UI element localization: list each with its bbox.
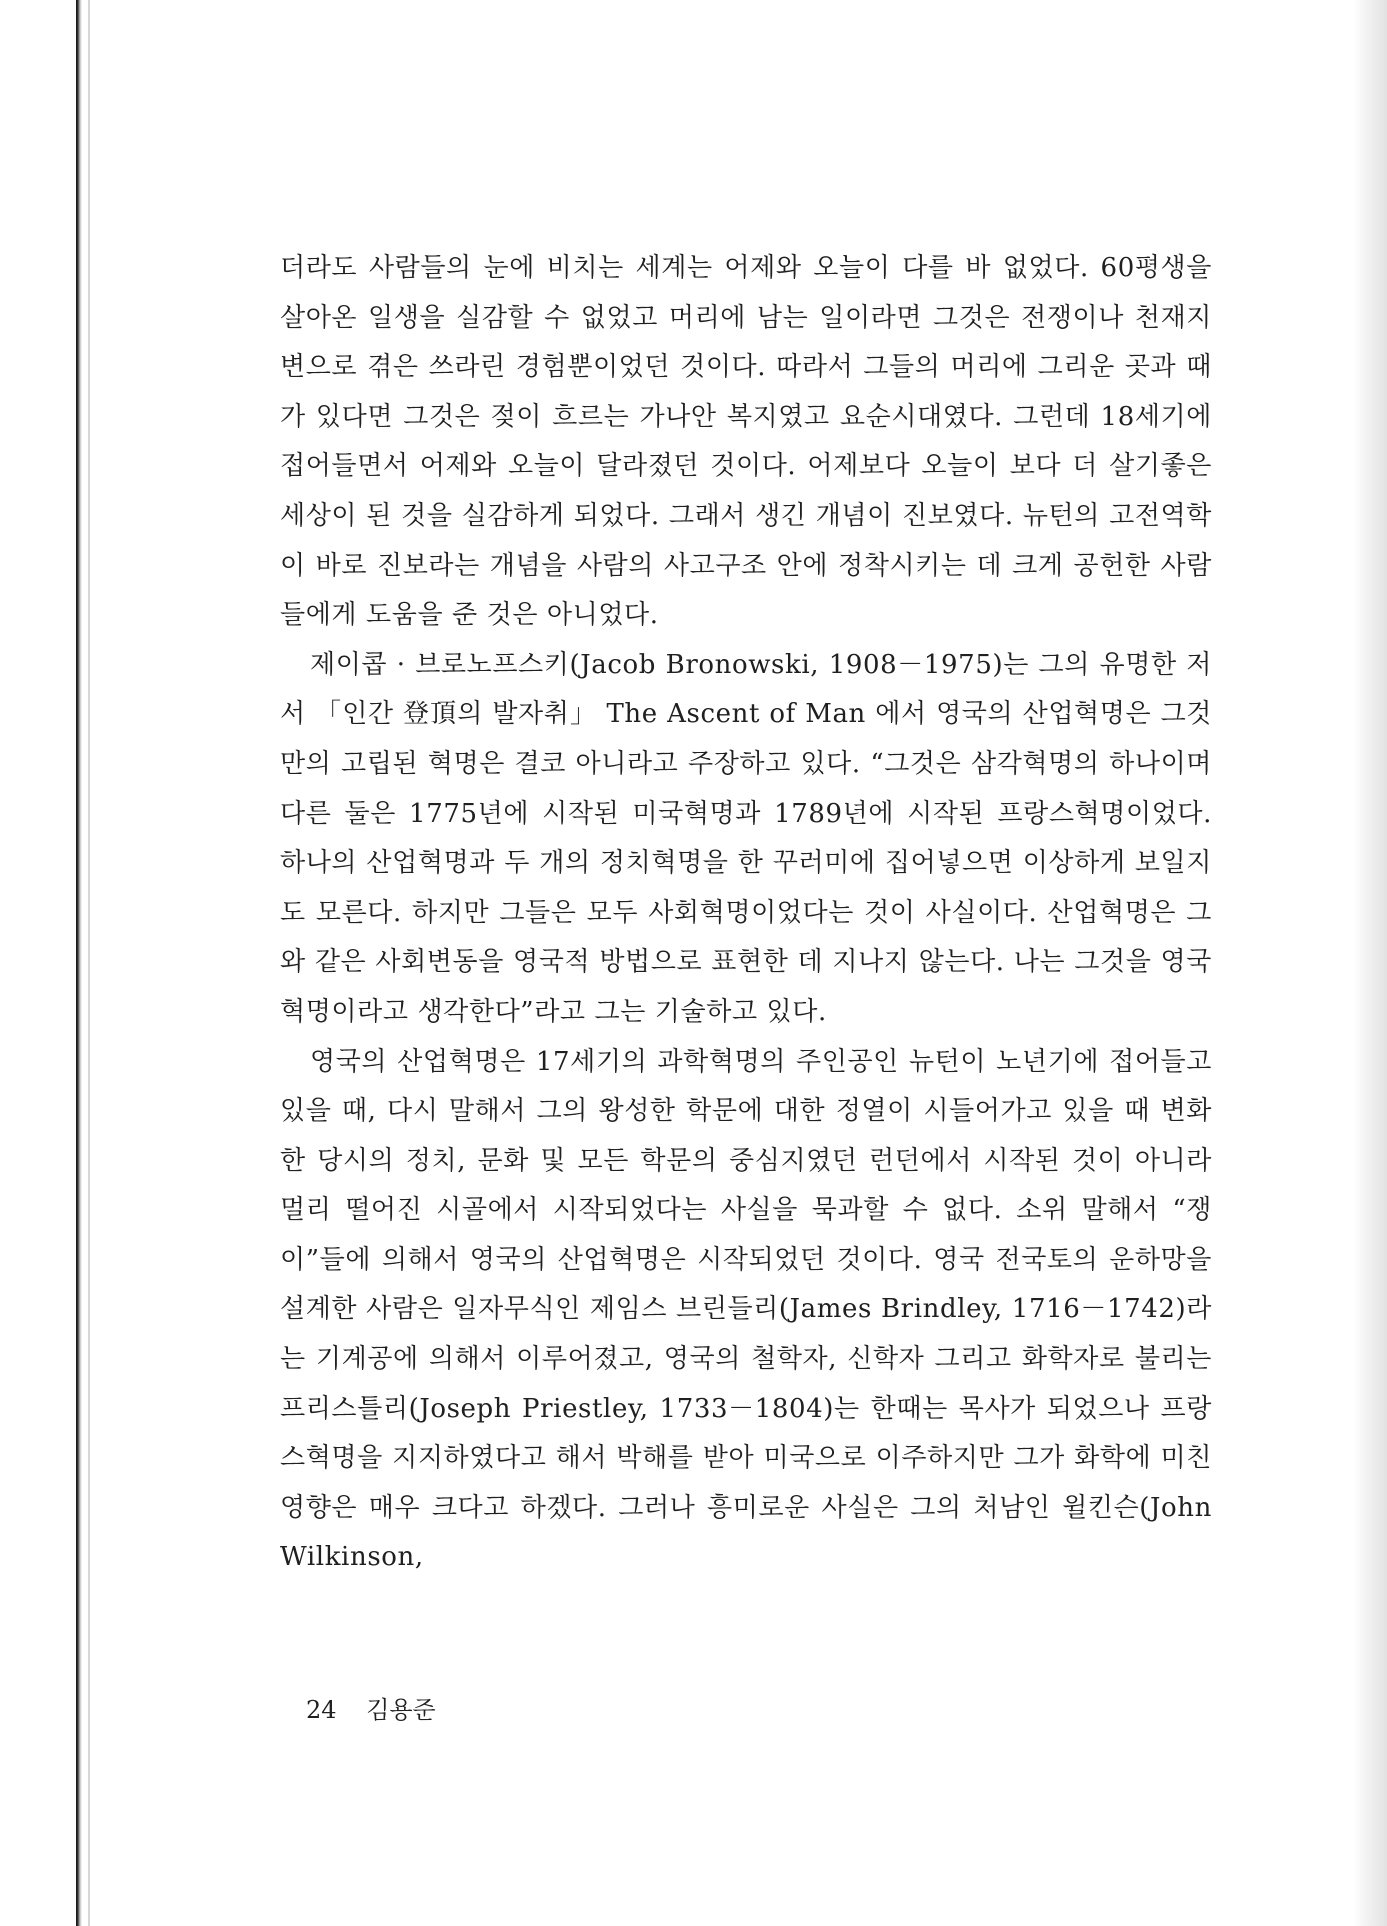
page-number: 24 [306,1696,337,1724]
paragraph-3: 영국의 산업혁명은 17세기의 과학혁명의 주인공인 뉴턴이 노년기에 접어들고 있을 때, 다시 말해서 그의 왕성한 학문에 대한 정열이 시들어가고 있을 때 변화한 당시의 정치, 문화 및 모든 학문의 중심지였던 런던에서 시작된 것이 아니라 멀리 떨어진 시골에서 시작되었다는 사실을 묵과할 수 없다. 소위 말해서 “쟁이”들에 의해서 영국의 산업혁명은 시작되었던 것이다. 영국 전국토의 운하망을 설계한 사람은 일자무식인 제임스 브린들리(James Brindley, 1716－1742)라는 기계공에 의해서 이루어졌고, 영국의 철학자, 신학자 그리고 화학자로 불리는 프리스틀리(Joseph Priestley, 1733－1804)는 한때는 목사가 되었으나 프랑스혁명을 지지하였다고 해서 박해를 받아 미국으로 이주하지만 그가 화학에 미친 영향은 매우 크다고 하겠다. 그러나 흥미로운 사실은 그의 처남인 윌킨슨(John Wilkinson, [280,1046,1212,1573]
binding-line [88,0,90,1926]
page-body [280,244,1212,1583]
page-right-shadow [1353,0,1387,1926]
page-footer [306,1695,436,1725]
page-left-edge [0,0,84,1926]
paragraph-2: 제이콥 · 브로노프스키(Jacob Bronowski, 1908－1975)는 그의 유명한 저서 「인간 登頂의 발자취」 The Ascent of Man 에서 영국의 산업혁명은 그것만의 고립된 혁명은 결코 아니라고 주장하고 있다. “그것은 삼각혁명의 하나이며 다른 둘은 1775년에 시작된 미국혁명과 1789년에 시작된 프랑스혁명이었다. 하나의 산업혁명과 두 개의 정치혁명을 한 꾸러미에 집어넣으면 이상하게 보일지도 모른다. 하지만 그들은 모두 사회혁명이었다는 것이 사실이다. 산업혁명은 그와 같은 사회변동을 영국적 방법으로 표현한 데 지나지 않는다. 나는 그것을 영국혁명이라고 생각한다”라고 그는 기술하고 있다. [280,649,1212,1027]
author-name: 김용준 [366,1696,436,1724]
paragraph-1: 더라도 사람들의 눈에 비치는 세계는 어제와 오늘이 다를 바 없었다. 60평생을 살아온 일생을 실감할 수 없었고 머리에 남는 일이라면 그것은 전쟁이나 천재지변으로 겪은 쓰라린 경험뿐이었던 것이다. 따라서 그들의 머리에 그리운 곳과 때가 있다면 그것은 젖이 흐르는 가나안 복지였고 요순시대였다. 그런데 18세기에 접어들면서 어제와 오늘이 달라졌던 것이다. 어제보다 오늘이 보다 더 살기좋은 세상이 된 것을 실감하게 되었다. 그래서 생긴 개념이 진보였다. 뉴턴의 고전역학이 바로 진보라는 개념을 사람의 사고구조 안에 정착시키는 데 크게 공헌한 사람들에게 도움을 준 것은 아니었다. [280,253,1212,631]
binding-shadow [76,0,82,1926]
